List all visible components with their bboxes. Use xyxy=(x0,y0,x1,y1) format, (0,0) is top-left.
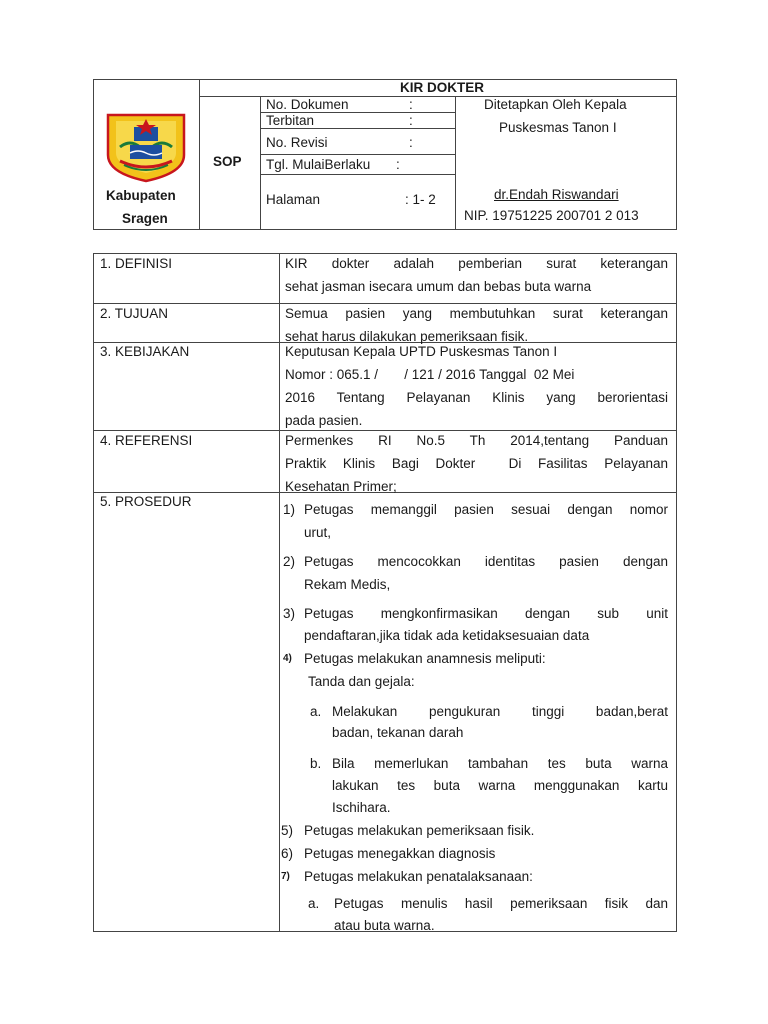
sop-label: SOP xyxy=(213,154,242,169)
step-2-number: 2) xyxy=(283,554,296,569)
step-4-number: 4) xyxy=(283,653,292,664)
field-sep-tgl-mulai-berlaku: : xyxy=(396,157,400,172)
step-4a-letter: a. xyxy=(310,704,322,719)
kebijakan-line3: 2016 Tentang Pelayanan Klinis yang berorientasi xyxy=(285,390,668,405)
step-7a-line1: Petugas menulis hasil pemeriksaan fisik dan xyxy=(334,896,668,911)
step-4a-line2: badan, tekanan darah xyxy=(332,725,464,740)
step-1-line1: Petugas memanggil pasien sesuai dengan nomor xyxy=(304,502,668,517)
signatory-nip: NIP. 19751225 200701 2 013 xyxy=(464,208,639,223)
approval-line2: Puskesmas Tanon I xyxy=(499,120,617,135)
step-3-line2: pendaftaran,jika tidak ada ketidaksesuaian data xyxy=(304,628,590,643)
document-title: KIR DOKTER xyxy=(400,80,484,95)
step-2-line1: Petugas mencocokkan identitas pasien dengan xyxy=(304,554,668,569)
step-4-line2: Tanda dan gejala: xyxy=(308,674,415,689)
region-name-line2: Sragen xyxy=(122,211,168,226)
step-7-number: 7) xyxy=(281,871,290,882)
step-5-number: 5) xyxy=(281,823,294,838)
step-5-line1: Petugas melakukan pemeriksaan fisik. xyxy=(304,823,535,838)
step-7a-line2: atau buta warna. xyxy=(334,918,435,933)
step-4b-letter: b. xyxy=(310,756,322,771)
field-label-no-revisi: No. Revisi xyxy=(266,135,328,150)
section-label-tujuan: 2. TUJUAN xyxy=(100,306,169,321)
referensi-line2: Praktik Klinis Bagi Dokter Di Fasilitas Pelayanan xyxy=(285,456,668,471)
section-label-referensi: 4. REFERENSI xyxy=(100,433,193,448)
field-sep-no-dokumen: : xyxy=(409,97,413,112)
referensi-line1: Permenkes RI No.5 Th 2014,tentang Panduan xyxy=(285,433,668,448)
approval-line1: Ditetapkan Oleh Kepala xyxy=(484,97,627,112)
step-7-line1: Petugas melakukan penatalaksanaan: xyxy=(304,869,533,884)
section-label-prosedur: 5. PROSEDUR xyxy=(100,494,192,509)
step-1-line2: urut, xyxy=(304,525,332,540)
step-2-line2: Rekam Medis, xyxy=(304,577,391,592)
step-4b-line2: lakukan tes buta warna menggunakan kartu xyxy=(332,778,668,793)
tujuan-line1: Semua pasien yang membutuhkan surat keterangan xyxy=(285,306,668,321)
signatory-name: dr.Endah Riswandari xyxy=(494,187,619,202)
step-4b-line3: Ischihara. xyxy=(332,800,391,815)
step-3-number: 3) xyxy=(283,606,296,621)
step-6-line1: Petugas menegakkan diagnosis xyxy=(304,846,496,861)
definisi-line2: sehat jasman isecara umum dan bebas buta warna xyxy=(285,279,592,294)
step-4a-line1: Melakukan pengukuran tinggi badan,berat xyxy=(332,704,668,719)
field-sep-halaman: : 1- 2 xyxy=(405,192,436,207)
field-sep-terbitan: : xyxy=(409,113,413,128)
step-4-line1: Petugas melakukan anamnesis meliputi: xyxy=(304,651,546,666)
region-name-line1: Kabupaten xyxy=(106,188,176,203)
step-4b-line1: Bila memerlukan tambahan tes buta warna xyxy=(332,756,668,771)
section-label-kebijakan: 3. KEBIJAKAN xyxy=(100,344,190,359)
kebijakan-line4: pada pasien. xyxy=(285,413,363,428)
tujuan-line2: sehat harus dilakukan pemeriksaan fisik. xyxy=(285,329,529,344)
sragen-logo xyxy=(106,111,186,183)
step-6-number: 6) xyxy=(281,846,294,861)
definisi-line1: KIR dokter adalah pemberian surat keterangan xyxy=(285,256,668,271)
field-label-terbitan: Terbitan xyxy=(266,113,315,128)
field-label-halaman: Halaman xyxy=(266,192,321,207)
field-label-tgl-mulai-berlaku: Tgl. MulaiBerlaku xyxy=(266,157,371,172)
field-sep-no-revisi: : xyxy=(409,135,413,150)
step-3-line1: Petugas mengkonfirmasikan dengan sub unit xyxy=(304,606,668,621)
step-1-number: 1) xyxy=(283,502,296,517)
section-label-definisi: 1. DEFINISI xyxy=(100,256,173,271)
referensi-line3: Kesehatan Primer; xyxy=(285,479,397,494)
kebijakan-line2: Nomor : 065.1 / / 121 / 2016 Tanggal 02 Mei xyxy=(285,367,575,382)
field-label-no-dokumen: No. Dokumen xyxy=(266,97,349,112)
kebijakan-line1: Keputusan Kepala UPTD Puskesmas Tanon I xyxy=(285,344,558,359)
step-7a-letter: a. xyxy=(308,896,320,911)
